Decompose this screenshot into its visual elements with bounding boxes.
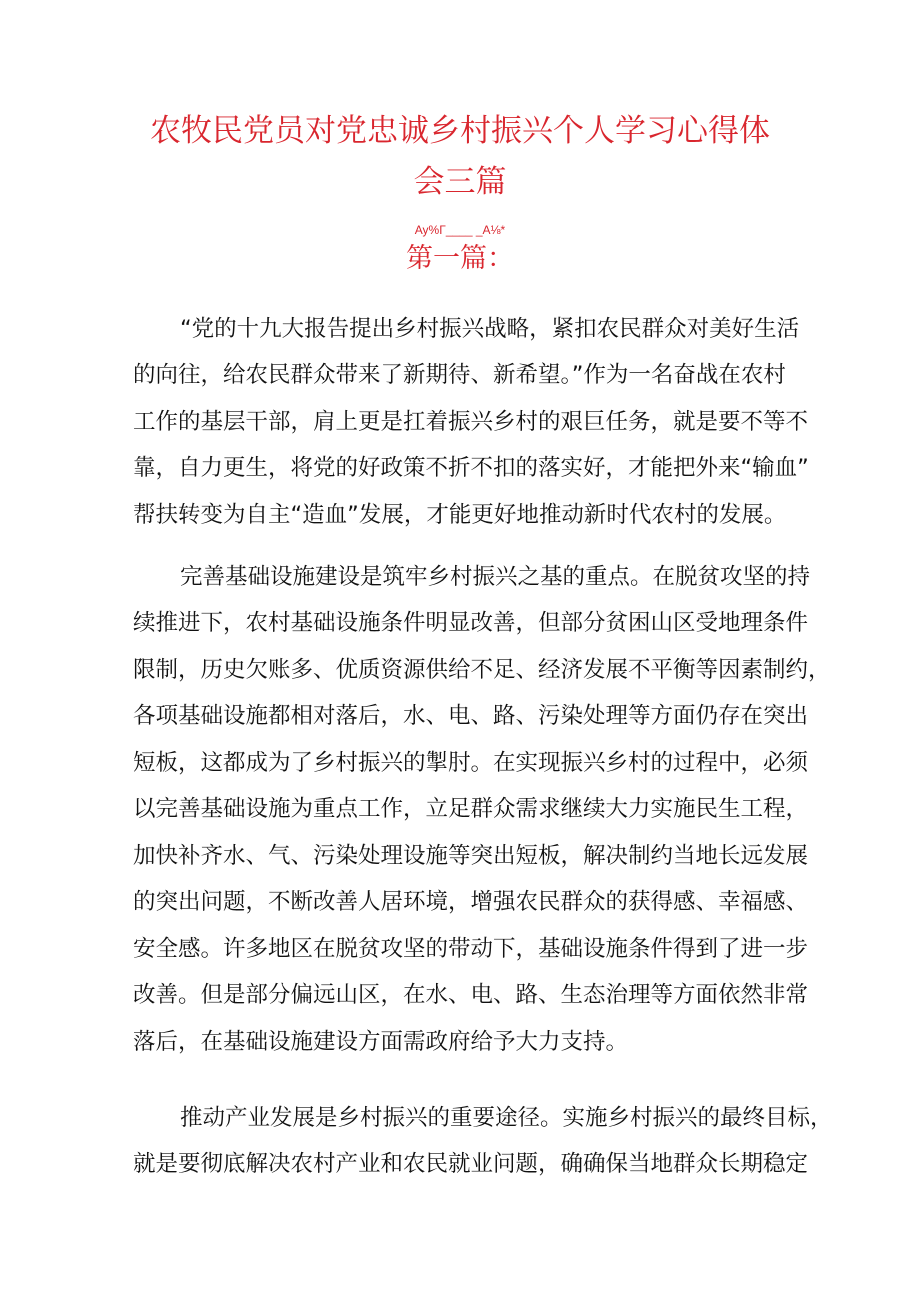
text-line: 改善。但是部分偏远山区，在水、电、路、生态治理等方面依然非常	[133, 982, 809, 1008]
text-line: 限制，历史欠账多、优质资源供给不足、经济发展不平衡等因素制约，	[133, 657, 831, 683]
text-line: 各项基础设施都相对落后，水、电、路、污染处理等方面仍存在突出	[133, 703, 809, 729]
section-heading: 第一篇：	[406, 243, 514, 274]
document-title-line-1: 农牧民党员对党忠诚乡村振兴个人学习心得体	[150, 113, 770, 149]
text-line: “党的十九大报告提出乡村振兴战略，紧扣农民群众对美好生活	[180, 316, 800, 342]
text-line: 以完善基础设施为重点工作，立足群众需求继续大力实施民生工程，	[133, 796, 809, 822]
text-line: 的突出问题，不断改善人居环境，增强农民群众的获得感、幸福感、	[133, 889, 809, 915]
text-line: 加快补齐水、气、污染处理设施等突出短板，解决制约当地长远发展	[133, 843, 809, 869]
text-line: 的向往，给农民群众带来了新期待、新希望。”作为一名奋战在农村	[133, 362, 786, 388]
text-line: 完善基础设施建设是筑牢乡村振兴之基的重点。在脱贫攻坚的持	[180, 564, 811, 590]
text-line: 就是要彻底解决农村产业和农民就业问题，确确保当地群众长期稳定	[133, 1151, 809, 1177]
text-line: 推动产业发展是乡村振兴的重要途径。实施乡村振兴的最终目标，	[180, 1105, 833, 1131]
garbled-mark: Ay%Γ____ _A⅛*	[414, 223, 506, 237]
text-line: 短板，这都成为了乡村振兴的掣肘。在实现振兴乡村的过程中，必须	[133, 750, 809, 776]
text-line: 续推进下，农村基础设施条件明显改善，但部分贫困山区受地理条件	[133, 610, 809, 636]
text-line: 落后，在基础设施建设方面需政府给予大力支持。	[133, 1029, 629, 1055]
document-title-line-2: 会三篇	[413, 164, 507, 200]
text-line: 安全感。许多地区在脱贫攻坚的带动下，基础设施条件得到了进一步	[133, 936, 809, 962]
text-line: 帮扶转变为自主“造血”发展，才能更好地推动新时代农村的发展。	[133, 502, 787, 528]
text-line: 靠，自力更生，将党的好政策不折不扣的落实好，才能把外来“输血”	[133, 455, 809, 481]
text-line: 工作的基层干部，肩上更是扛着振兴乡村的艰巨任务，就是要不等不	[133, 409, 809, 435]
